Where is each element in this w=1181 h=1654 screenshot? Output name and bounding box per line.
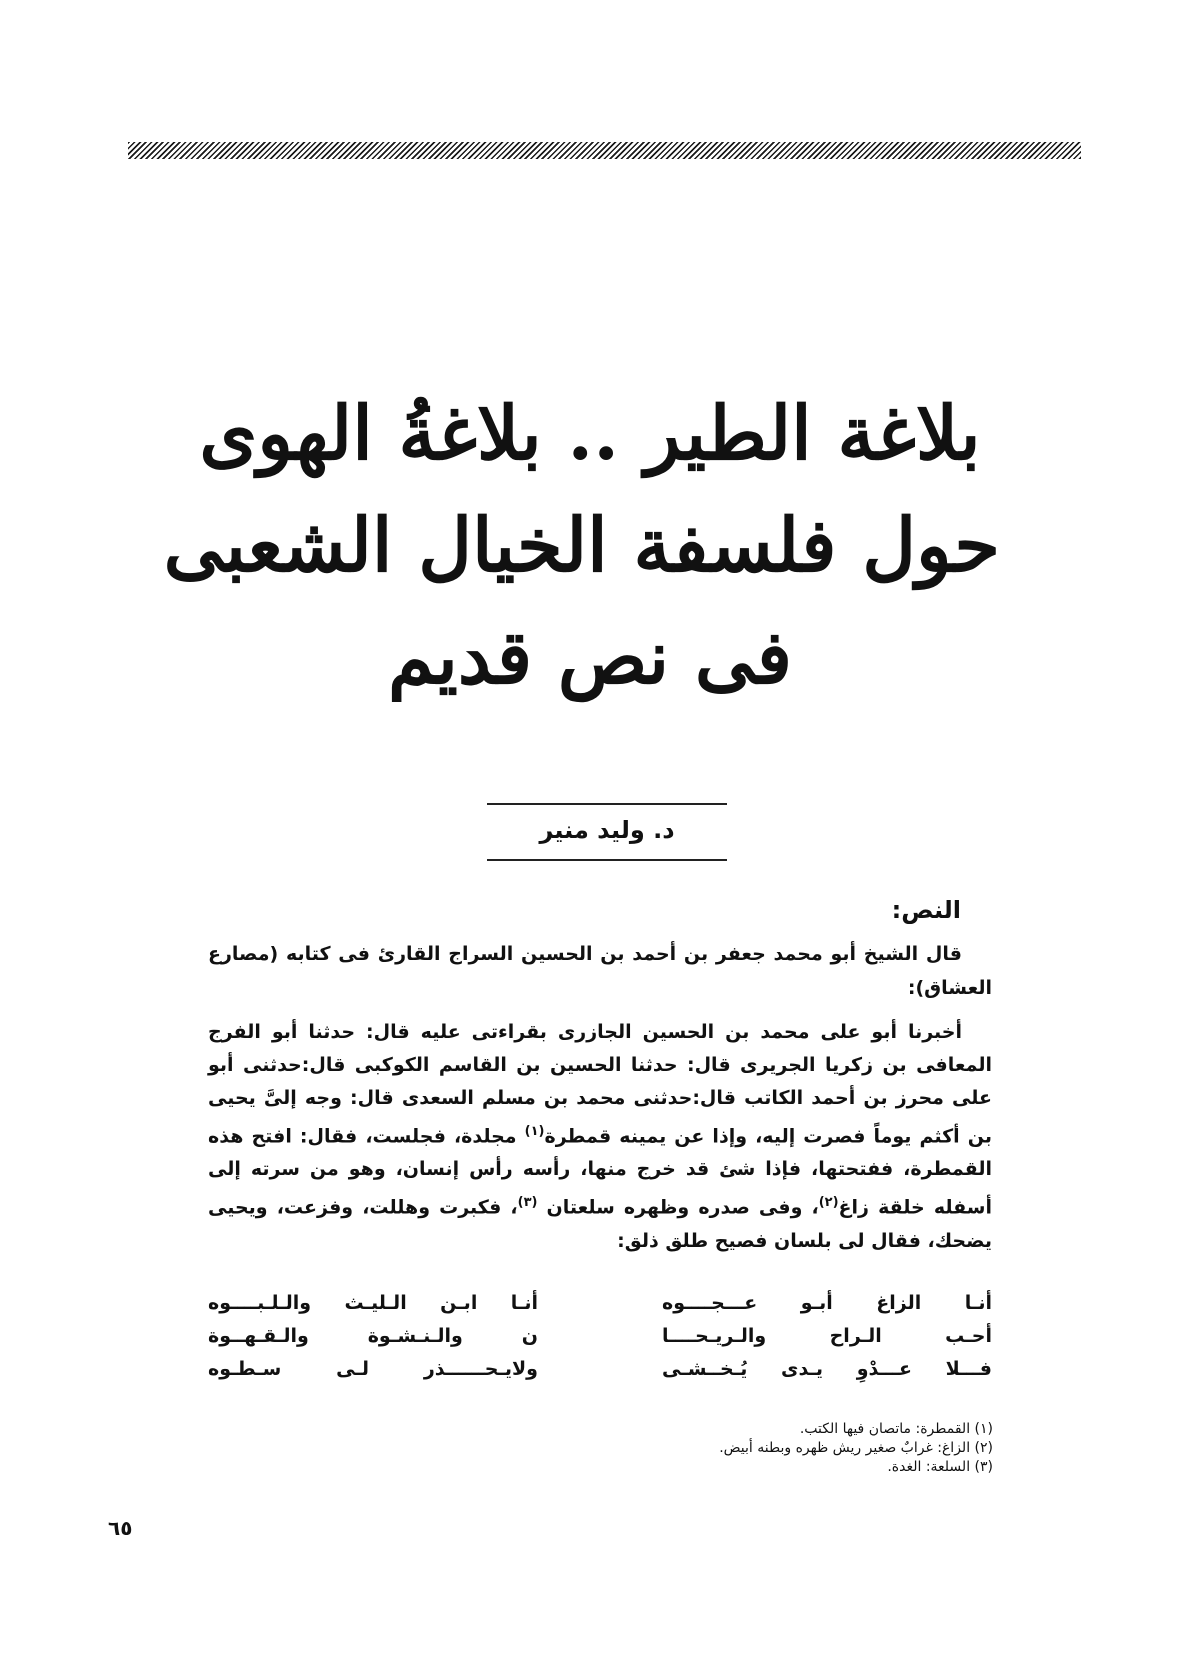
paragraph-intro: قال الشيخ أبو محمد جعفر بن أحمد بن الحسين السراج القارئ فى كتابه (مصارع العشاق): bbox=[208, 943, 992, 999]
footnote-ref-2: (٢) bbox=[818, 1195, 839, 1211]
footnotes bbox=[719, 1420, 993, 1477]
verse-first-hemistich: أنـا الزاغ أبـو عـــجــــوه bbox=[662, 1292, 992, 1314]
poem bbox=[208, 1287, 992, 1386]
author-top-rule bbox=[487, 803, 727, 805]
footnote-2: (٢) الزاغ: غرابٌ صغير ريش ظهره وبطنه أبيض. bbox=[719, 1440, 993, 1456]
author-name: د. وليد منير bbox=[539, 816, 675, 844]
poem-verse bbox=[208, 1353, 992, 1386]
poem-verse bbox=[208, 1287, 992, 1320]
title-line-2: حول فلسفة الخيال الشعبى bbox=[163, 503, 1000, 589]
narration-text-4: ، فكبرت وهللت، وفزعت، ويحيى يضحك، فقال لى بلسان فصيح طلق ذلق: bbox=[208, 1196, 992, 1252]
footnote-3: (٣) السلعة: الغدة. bbox=[887, 1459, 993, 1475]
page-number: ٦٥ bbox=[108, 1516, 133, 1540]
verse-second-hemistich: ولايـحــــــذر لـى سـطـوه bbox=[208, 1358, 538, 1380]
header-hatched-rule bbox=[128, 142, 1081, 159]
narration-text-2: مجلدة، فجلست، فقال: افتح هذه القمطرة، ففتحتها، فإذا شئ قد خرج منها، رأسه رأس إنسان، وهو من سرته إلى أسفله خلقة زاغ bbox=[208, 1125, 992, 1219]
verse-first-hemistich: فـــلا عـــدْوِ يـدى يُـخــشـى bbox=[662, 1358, 992, 1380]
verse-second-hemistich: ن والـنـشـوة والـقـهــوة bbox=[208, 1325, 538, 1347]
verse-second-hemistich: أنـا ابـن الـليـث والـلـبــــوه bbox=[208, 1292, 538, 1314]
poem-verse bbox=[208, 1320, 992, 1353]
title-line-3: فى نص قديم bbox=[388, 615, 792, 701]
footnote-ref-1: (١) bbox=[524, 1124, 545, 1139]
footnote-1: (١) القمطرة: ماتصان فيها الكتب. bbox=[799, 1421, 993, 1437]
verse-first-hemistich: أحـب الـراح والـريـحــــا bbox=[662, 1325, 992, 1347]
section-heading: النص: bbox=[891, 896, 961, 924]
narration-text-1: أخبرنا أبو على محمد بن الحسين الجازرى بقراءتى عليه قال: حدثنا أبو الفرج المعافى بن زكريا الجريرى قال: حدثنا الحسين بن القاسم الكوكبى قال:حدثنى أبو على محرز بن أحمد الكاتب قال:حدثنى محمد بن مسلم السعدى قال: وجه إلىَّ يحيى بن أكثم يوماً فصرت إليه، وإذا عن يمينه قمطرة bbox=[208, 1021, 992, 1148]
article-title bbox=[163, 378, 1000, 714]
author-bottom-rule bbox=[487, 859, 727, 861]
footnote-ref-3: (٣) bbox=[517, 1195, 538, 1211]
narration-text-3: ، وفى صدره وظهره سلعتان bbox=[537, 1196, 819, 1219]
title-line-1: بلاغة الطير .. بلاغةُ الهوى bbox=[199, 391, 981, 477]
paragraph-narration bbox=[208, 1016, 992, 1258]
